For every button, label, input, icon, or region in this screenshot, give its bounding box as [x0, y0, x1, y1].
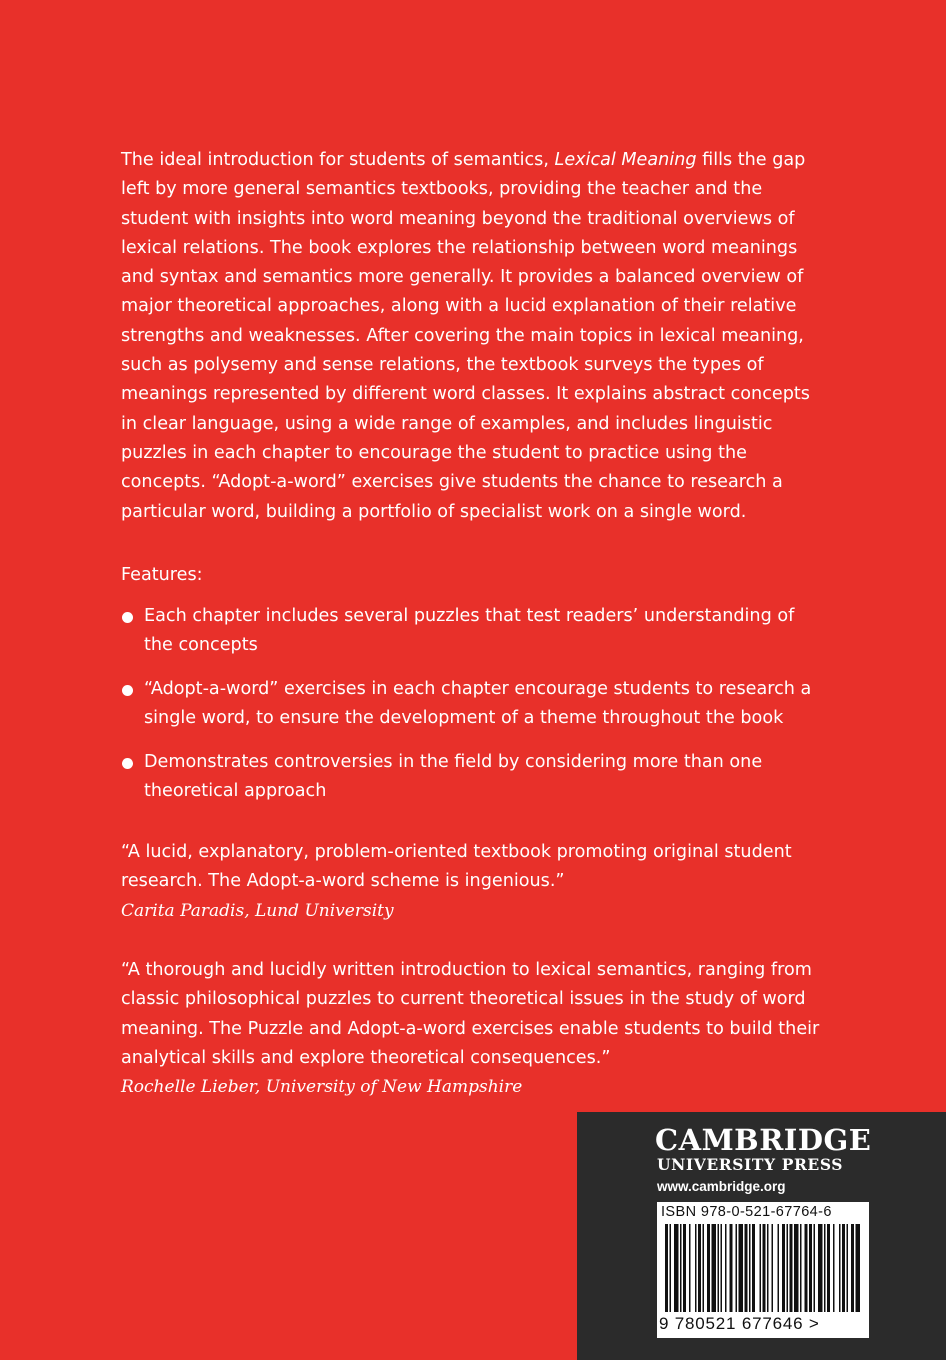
barcode-bar [707, 1224, 710, 1312]
barcode-bar [818, 1224, 823, 1312]
book-title: Lexical Meaning [554, 150, 697, 170]
feature-item [121, 602, 821, 661]
barcode-bar [847, 1224, 849, 1312]
barcode-bar [824, 1224, 826, 1312]
barcode-bar [736, 1224, 738, 1312]
barcode-bar [851, 1224, 854, 1312]
barcode-bar [794, 1224, 799, 1312]
barcode-bar [763, 1224, 766, 1312]
bullet-icon [122, 612, 133, 623]
feature-item [121, 748, 821, 807]
barcode-bar [827, 1224, 830, 1312]
quote-text: “A lucid, explanatory, problem-oriented textbook promoting original student research. The Adopt-a-word scheme is ingenious.” [121, 842, 792, 892]
barcode-bar [665, 1224, 668, 1312]
book-description [121, 146, 821, 527]
barcode-bar [809, 1224, 812, 1312]
feature-item [121, 675, 821, 734]
publisher-box [577, 1112, 946, 1360]
barcode-bar [749, 1224, 751, 1312]
barcode-bar [800, 1224, 802, 1312]
barcode-bar [695, 1224, 697, 1312]
features-list [121, 602, 821, 821]
review-quote [121, 838, 821, 926]
description-body: fills the gap left by more general semantics textbooks, providing the teacher and the student with insights into word meaning beyond the traditional overviews of lexical relations. The book explores the relationship between word meanings and syntax and semantics more generally. It provides a balanced overview of major theoretical approaches, along with a lucid explanation of their relative strengths and weaknesses. After covering the main topics in lexical meaning, such as polysemy and sense relations, the textbook surveys the types of meanings represented by different word classes. It explains abstract concepts in clear language, using a wide range of examples, and includes linguistic puzzles in each chapter to encourage the student to practice using the concepts. “Adopt-a-word” exercises give students the chance to research a particular word, building a portfolio of specialist work on a single word. [121, 150, 810, 522]
feature-text: Demonstrates controversies in the field by considering more than one theoretical approach [144, 752, 763, 802]
description-intro: The ideal introduction for students of semantics, [121, 150, 555, 170]
barcode-bar [670, 1224, 672, 1312]
barcode-bar [721, 1224, 723, 1312]
barcode-bar [680, 1224, 682, 1312]
barcode-bar [730, 1224, 733, 1312]
barcode-bar [790, 1224, 793, 1312]
barcode-bar [674, 1224, 679, 1312]
barcode-bar [767, 1224, 769, 1312]
review-quote [121, 956, 821, 1102]
barcode-bar [782, 1224, 785, 1312]
barcode-bar [703, 1224, 705, 1312]
barcode-bar [698, 1224, 701, 1312]
publisher-name: CAMBRIDGE [655, 1123, 872, 1157]
isbn-number: ISBN 978-0-521-67764-6 [661, 1204, 832, 1220]
barcode-bar [725, 1224, 727, 1312]
barcode-bar [833, 1224, 835, 1312]
barcode-bar [787, 1224, 789, 1312]
barcode-bar [814, 1224, 816, 1312]
barcode-bar [839, 1224, 841, 1312]
quote-attribution: Carita Paradis, Lund University [121, 900, 394, 921]
barcode-bar [772, 1224, 774, 1312]
bullet-icon [122, 685, 133, 696]
feature-text: Each chapter includes several puzzles that test readers’ understanding of the concepts [144, 606, 795, 656]
bullet-icon [122, 758, 133, 769]
barcode-bar [739, 1224, 744, 1312]
barcode-bar [842, 1224, 845, 1312]
barcode-label [657, 1202, 869, 1338]
barcode-bar [745, 1224, 748, 1312]
barcode-bar [805, 1224, 808, 1312]
feature-text: “Adopt-a-word” exercises in each chapter encourage students to research a single word, to ensure the development of a theme throughout the book [144, 679, 812, 729]
barcode-bar [718, 1224, 720, 1312]
quote-attribution: Rochelle Lieber, University of New Hampshire [121, 1077, 523, 1098]
barcode-icon [665, 1224, 861, 1312]
barcode-bar [712, 1224, 717, 1312]
publisher-subtitle: UNIVERSITY PRESS [657, 1155, 844, 1174]
barcode-bar [752, 1224, 755, 1312]
features-heading: Features: [121, 565, 203, 585]
barcode-bar [778, 1224, 780, 1312]
barcode-digits: 9 780521 677646 > [659, 1314, 820, 1333]
barcode-bar [683, 1224, 686, 1312]
barcode-bar [689, 1224, 691, 1312]
publisher-url: www.cambridge.org [657, 1179, 786, 1194]
quote-text: “A thorough and lucidly written introduction to lexical semantics, ranging from classic philosophical puzzles to current theoretical issues in the study of word meaning. The Puzzle and Adopt-a-word exercises enable students to build their analytical skills and explore theoretical consequences.” [121, 960, 820, 1068]
barcode-bar [856, 1224, 861, 1312]
barcode-bar [760, 1224, 762, 1312]
